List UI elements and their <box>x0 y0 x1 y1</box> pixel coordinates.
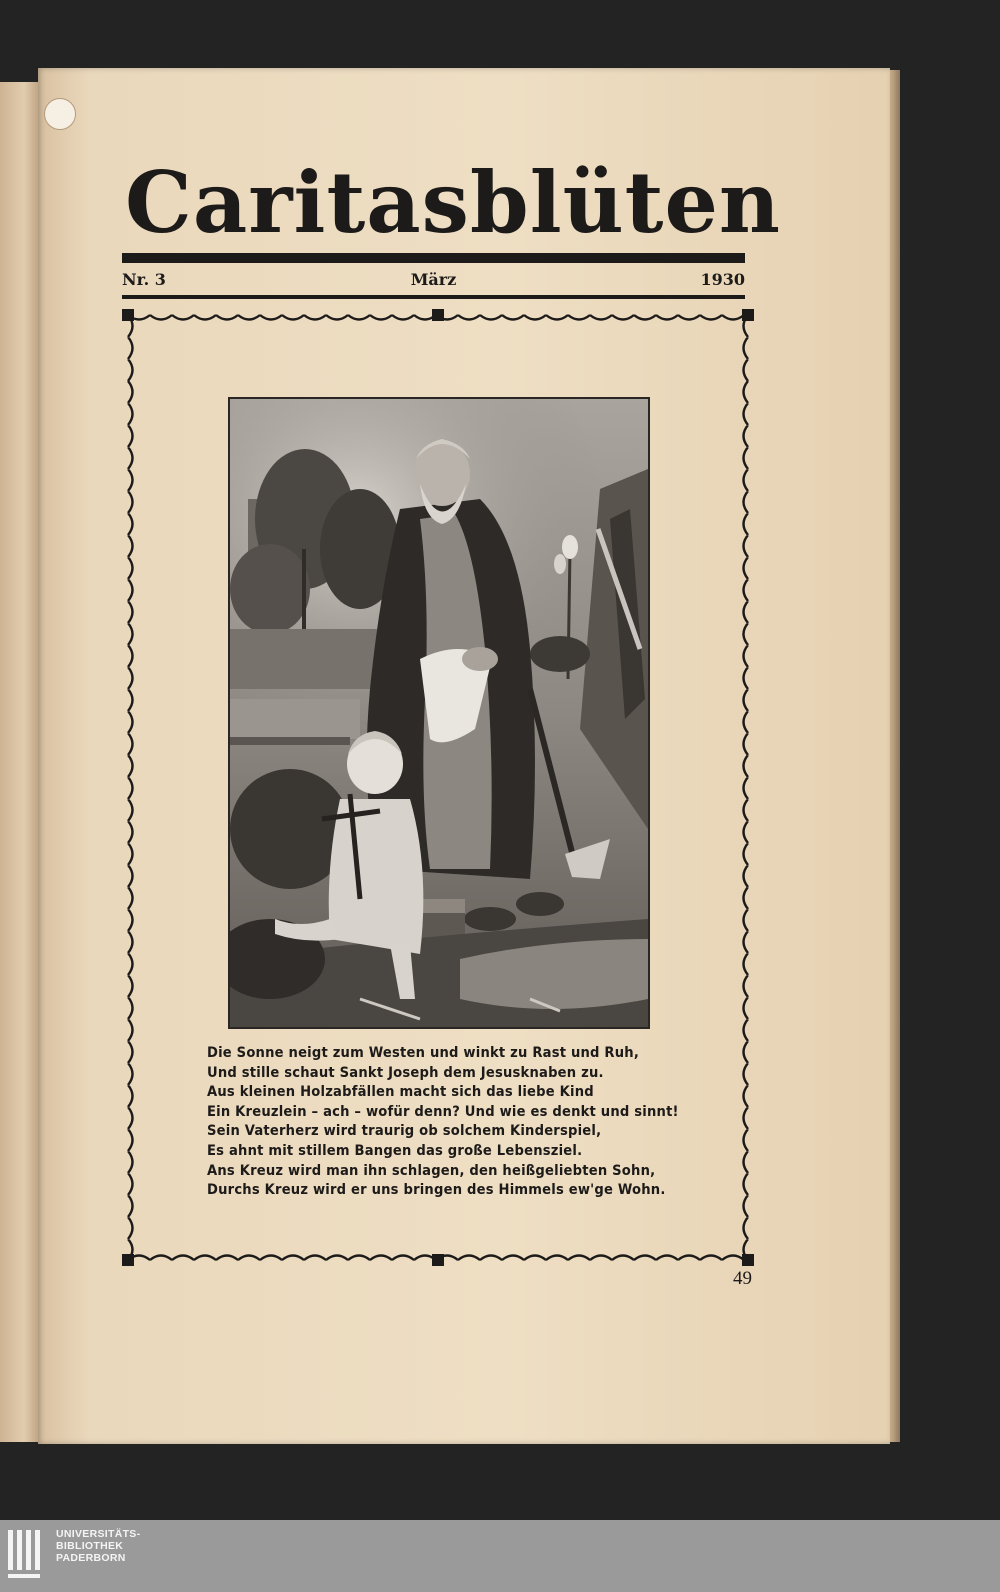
masthead-title: Caritasblüten <box>125 153 782 252</box>
logo-line: BIBLIOTHEK <box>56 1540 124 1552</box>
masthead-rule-thick <box>122 253 745 263</box>
masthead-rule-thin <box>122 295 745 299</box>
footer-bar <box>0 1520 1000 1592</box>
poem <box>207 1043 727 1200</box>
poem-line: Die Sonne neigt zum Westen und winkt zu Rast und Ruh, <box>207 1044 640 1061</box>
frame-ornament <box>122 309 134 321</box>
poem-line: Aus kleinen Holzabfällen macht sich das liebe Kind <box>207 1083 594 1101</box>
punch-hole <box>44 98 76 130</box>
frame-ornament <box>742 309 754 321</box>
frame-ornament <box>122 1254 134 1266</box>
logo-line: UNIVERSITÄTS- <box>56 1528 141 1540</box>
library-logo-icon <box>8 1530 48 1582</box>
logo-line: PADERBORN <box>56 1552 126 1564</box>
frame-ornament <box>742 1254 754 1266</box>
page-number: 49 <box>733 1268 752 1289</box>
poem-line: Und stille schaut Sankt Joseph dem Jesusknaben zu. <box>207 1063 604 1081</box>
poem-line: Durchs Kreuz wird er uns bringen des Himmels ew'ge Wohn. <box>207 1181 666 1199</box>
illustration-joseph-and-child <box>228 397 650 1029</box>
poem-line: Ans Kreuz wird man ihn schlagen, den heißgeliebten Sohn, <box>207 1161 656 1179</box>
poem-line: Sein Vaterherz wird traurig ob solchem Kinderspiel, <box>207 1122 602 1140</box>
issue-month: März <box>410 270 457 289</box>
issue-number: Nr. 3 <box>122 270 166 289</box>
poem-line: Ein Kreuzlein – ach – wofür denn? Und wie es denkt und sinnt! <box>207 1102 679 1120</box>
issue-year: 1930 <box>700 270 745 289</box>
frame-ornament <box>432 309 444 321</box>
library-logo-text <box>56 1528 140 1564</box>
issue-line <box>122 268 745 292</box>
frame-ornament <box>432 1254 444 1266</box>
poem-line: Es ahnt mit stillem Bangen das große Lebensziel. <box>207 1141 583 1159</box>
left-page-edge <box>0 82 40 1442</box>
